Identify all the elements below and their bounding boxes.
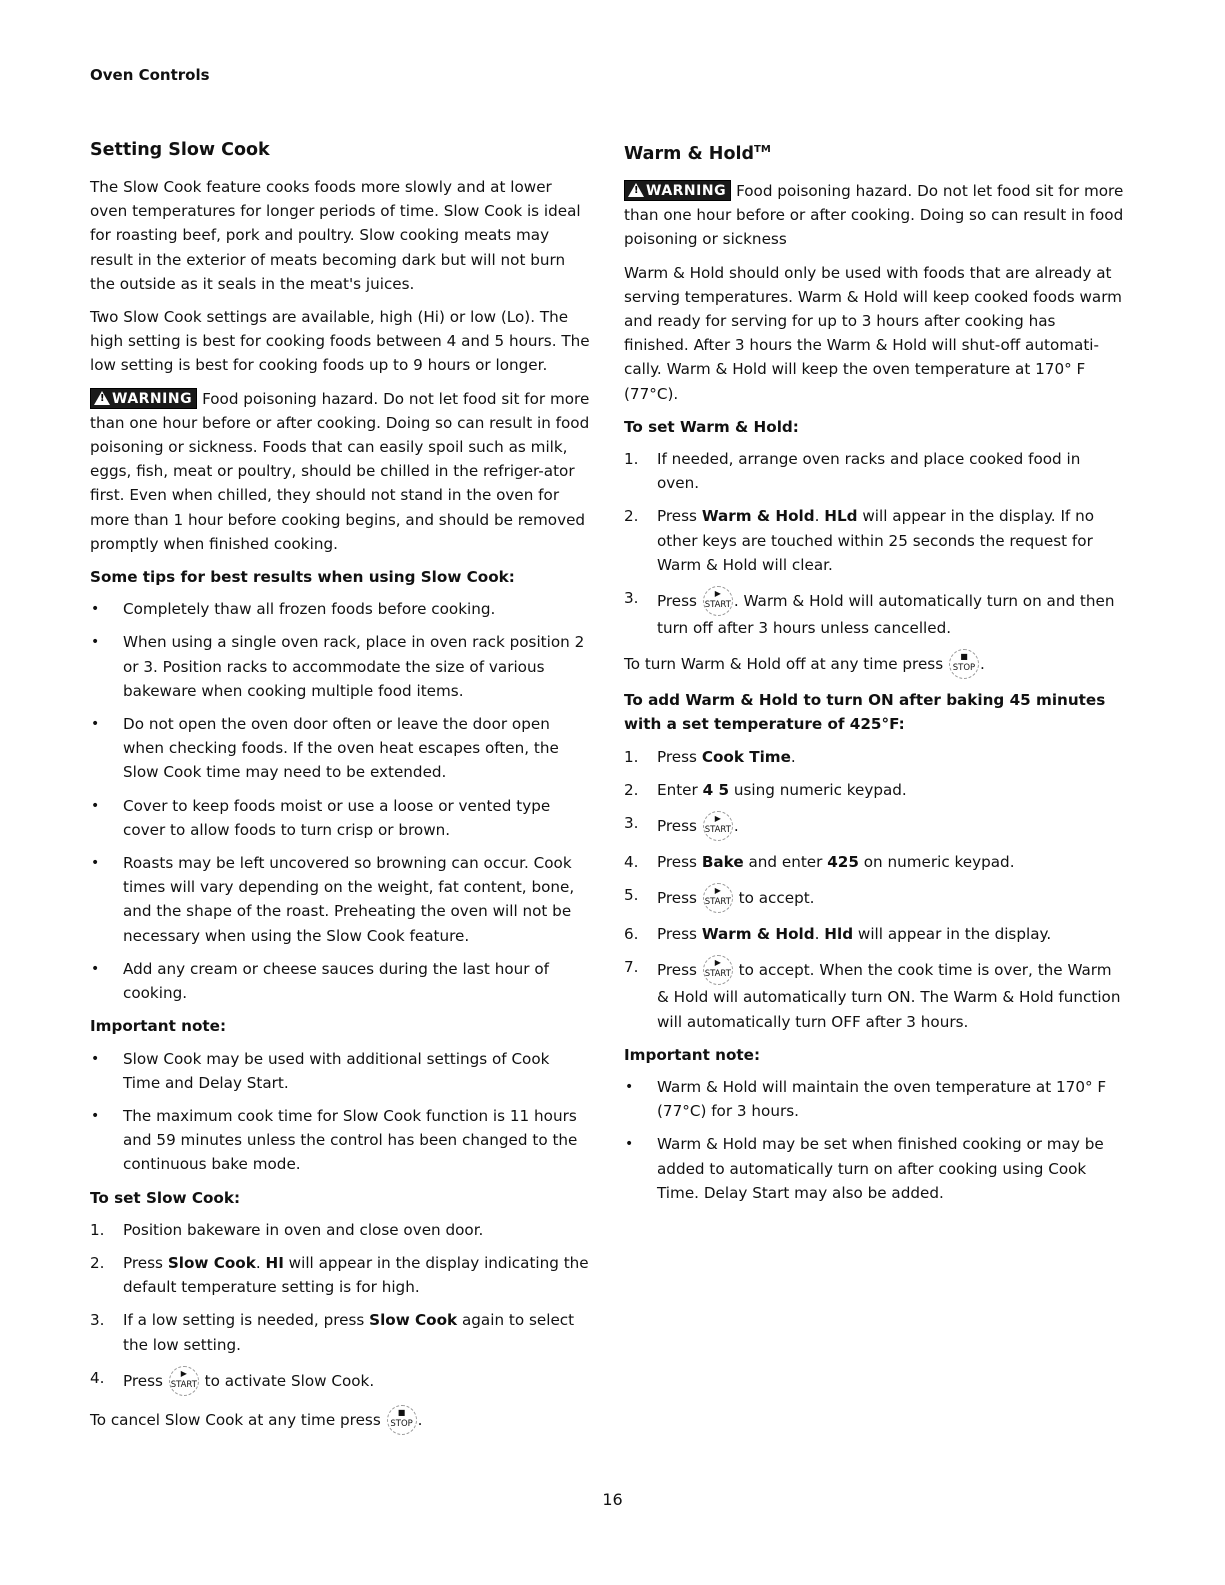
page-number: 16 xyxy=(602,1490,623,1509)
step-number: 2. xyxy=(90,1253,105,1272)
step-text: Press xyxy=(123,1371,163,1390)
key-name: Warm & Hold xyxy=(701,925,815,944)
step-text: . xyxy=(814,507,825,526)
step-text: will appear in the display. xyxy=(853,925,1052,944)
step-text: will appear in the display indicating the default temperature setting is for high. xyxy=(123,1253,589,1297)
step-text: on numeric keypad. xyxy=(858,853,1015,872)
step-item xyxy=(90,1308,590,1356)
step-item xyxy=(90,1366,590,1396)
step-text: . xyxy=(790,747,796,766)
warning-triangle-icon: ! xyxy=(628,183,644,197)
warning-text: Food poisoning hazard. Do not let food sit for more than one hour before or after cooking. Doing so can result in food poisoning or sickness. Foods that can easily spoil such as milk, eggs, fish, meat or poultry, should be chilled in the refriger-ator first. Even when chilled, they should not stand in the oven for more than 1 hour before cooking begins, and should be removed promptly when finished cooking. xyxy=(90,389,590,553)
step-item xyxy=(624,778,1124,802)
key-value: 425 xyxy=(827,853,859,872)
important-list xyxy=(90,1047,590,1177)
important-list xyxy=(624,1075,1124,1205)
list-item: • Completely thaw all frozen foods before cooking. xyxy=(90,597,590,621)
stop-button-icon: ■ STOP xyxy=(949,649,979,679)
step-item xyxy=(624,447,1124,495)
turn-off-text-end: . xyxy=(979,655,985,674)
list-item: • Slow Cook may be used with additional settings of Cook Time and Delay Start. xyxy=(90,1047,590,1095)
warning-triangle-icon: ! xyxy=(94,391,110,405)
warning-badge xyxy=(624,180,731,201)
intro-paragraph: Warm & Hold should only be used with foods that are already at serving temperatures. Warm & Hold will keep cooked foods warm and ready for serving for up to 3 hours after cooking has finished. After 3 hours the Warm & Hold will shut-off automati-cally. Warm & Hold will keep the oven temperature at 170° F (77°C). xyxy=(624,263,1122,403)
warm-hold-section xyxy=(624,137,1124,1214)
step-text: Enter xyxy=(657,780,703,799)
step-text: and enter xyxy=(743,853,828,872)
start-button-icon: ▶ START xyxy=(169,1366,199,1396)
step-text: Press xyxy=(657,592,697,611)
step-text: . Warm & Hold will automatically turn on and then turn off after 3 hours unless cancelled. xyxy=(657,592,1115,638)
step-number: 6. xyxy=(624,925,639,944)
step-item xyxy=(624,955,1124,1033)
key-name: Slow Cook xyxy=(167,1253,256,1272)
step-text: Press xyxy=(657,817,697,836)
step-number: 7. xyxy=(624,958,639,977)
step-text: If needed, arrange oven racks and place cooked food in oven. xyxy=(657,450,1081,493)
step-number: 4. xyxy=(90,1368,105,1387)
start-button-icon: ▶ START xyxy=(703,883,733,913)
step-text: Press xyxy=(657,853,702,872)
step-text: to activate Slow Cook. xyxy=(204,1371,375,1390)
intro-paragraph: The Slow Cook feature cooks foods more slowly and at lower oven temperatures for longer periods of time. Slow Cook is ideal for roasting beef, pork and poultry. Slow cooking meats may result in the exterior of meats becoming dark but will not burn the outside as it seals in the meat's juices. xyxy=(90,178,581,293)
step-text: to accept. When the cook time is over, the Warm & Hold will automatically turn ON. The Warm & Hold function will automatically turn OFF after 3 hours. xyxy=(657,961,1121,1031)
step-text: again to select the low setting. xyxy=(123,1311,575,1354)
step-item xyxy=(624,504,1124,577)
section-title: Setting Slow Cook xyxy=(90,140,270,160)
display-code: Hld xyxy=(824,925,854,944)
warning-badge xyxy=(90,388,197,409)
step-number: 1. xyxy=(624,450,639,469)
key-name: Slow Cook xyxy=(369,1311,458,1330)
step-number: 2. xyxy=(624,780,639,799)
step-text: Press xyxy=(657,747,702,766)
step-item xyxy=(90,1251,590,1299)
step-number: 1. xyxy=(624,747,639,766)
add-steps-list xyxy=(624,745,1124,1034)
turn-off-text: To turn Warm & Hold off at any time press xyxy=(624,655,944,674)
warning-paragraph xyxy=(624,179,1124,252)
turn-off-instruction xyxy=(624,649,1124,679)
step-text: . xyxy=(255,1253,266,1272)
step-text: Press xyxy=(657,889,697,908)
step-text: Press xyxy=(123,1253,168,1272)
stop-button-icon: ■ STOP xyxy=(387,1405,417,1435)
step-number: 2. xyxy=(624,507,639,526)
trademark-mark: TM xyxy=(754,144,771,155)
list-item: • When using a single oven rack, place in oven rack position 2 or 3. Position racks to accommodate the size of various bakeware when cooking multiple food items. xyxy=(90,630,590,703)
cancel-instruction xyxy=(90,1405,590,1435)
warning-paragraph xyxy=(90,387,590,556)
cancel-text-end: . xyxy=(417,1410,423,1429)
step-item xyxy=(624,586,1124,640)
start-button-icon: ▶ START xyxy=(703,811,733,841)
step-text: If a low setting is needed, press xyxy=(123,1311,370,1330)
steps-list xyxy=(90,1218,590,1396)
step-text: to accept. xyxy=(738,889,815,908)
step-text: Press xyxy=(657,925,702,944)
key-name: Cook Time xyxy=(701,747,791,766)
step-text: using numeric keypad. xyxy=(729,780,907,799)
list-item: • Do not open the oven door often or leave the door open when checking foods. If the oven heat escapes often, the Slow Cook time may need to be extended. xyxy=(90,712,590,785)
step-number: 1. xyxy=(90,1220,105,1239)
start-button-icon: ▶ START xyxy=(703,586,733,616)
list-item: • Roasts may be left uncovered so browning can occur. Cook times will vary depending on the weight, fat content, bone, and the shape of the roast. Preheating the oven will not be necessary when using the Slow Cook feature. xyxy=(90,851,590,948)
step-number: 3. xyxy=(90,1311,105,1330)
step-number: 4. xyxy=(624,853,639,872)
slow-cook-section xyxy=(90,137,590,1444)
step-number: 5. xyxy=(624,886,639,905)
list-item: • Warm & Hold will maintain the oven temperature at 170° F (77°C) for 3 hours. xyxy=(624,1075,1124,1123)
step-text: . xyxy=(814,925,825,944)
steps-list xyxy=(624,447,1124,640)
cancel-text: To cancel Slow Cook at any time press xyxy=(90,1410,381,1429)
warning-text: Food poisoning hazard. Do not let food sit for more than one hour before or after cooking. Doing so can result in food poisoning or sickness xyxy=(624,182,1124,249)
settings-paragraph: Two Slow Cook settings are available, high (Hi) or low (Lo). The high setting is best for cooking foods between 4 and 5 hours. The low setting is best for cooking foods up to 9 hours or longer. xyxy=(90,308,590,375)
key-value: 4 5 xyxy=(702,780,730,799)
warning-label: WARNING xyxy=(112,390,193,407)
step-text: Press xyxy=(657,961,697,980)
display-code: HLd xyxy=(824,507,858,526)
step-item xyxy=(624,745,1124,769)
list-item: • Cover to keep foods moist or use a loose or vented type cover to allow foods to turn crisp or brown. xyxy=(90,794,590,842)
page-header: Oven Controls xyxy=(90,66,210,84)
step-text: Press xyxy=(657,507,702,526)
tips-list xyxy=(90,597,590,1005)
key-name: Bake xyxy=(701,853,744,872)
to-set-heading: To set Slow Cook: xyxy=(90,1188,241,1207)
step-text: Position bakeware in oven and close oven door. xyxy=(123,1220,484,1239)
step-item xyxy=(624,850,1124,874)
list-item: • Add any cream or cheese sauces during the last hour of cooking. xyxy=(90,957,590,1005)
important-heading: Important note: xyxy=(90,1017,227,1036)
list-item: • The maximum cook time for Slow Cook function is 11 hours and 59 minutes unless the control has been changed to the continuous bake mode. xyxy=(90,1104,590,1177)
step-item xyxy=(624,883,1124,913)
important-heading: Important note: xyxy=(624,1045,761,1064)
start-button-icon: ▶ START xyxy=(703,955,733,985)
step-number: 3. xyxy=(624,589,639,608)
tips-heading: Some tips for best results when using Slow Cook: xyxy=(90,568,515,587)
step-item xyxy=(624,811,1124,841)
step-text: . xyxy=(733,817,739,836)
step-item xyxy=(624,922,1124,946)
key-name: Warm & Hold xyxy=(701,507,815,526)
step-text: will appear in the display. If no other keys are touched within 25 seconds the request for Warm & Hold will clear. xyxy=(657,507,1095,574)
section-title: Warm & Hold™ xyxy=(624,144,771,164)
add-heading: To add Warm & Hold to turn ON after baking 45 minutes with a set temperature of 425°F: xyxy=(624,691,1106,734)
to-set-heading: To set Warm & Hold: xyxy=(624,417,799,436)
list-item: • Warm & Hold may be set when finished cooking or may be added to automatically turn on after cooking using Cook Time. Delay Start may also be added. xyxy=(624,1132,1124,1205)
step-number: 3. xyxy=(624,814,639,833)
display-code: HI xyxy=(265,1253,284,1272)
step-item xyxy=(90,1218,590,1242)
warning-label: WARNING xyxy=(646,183,727,199)
